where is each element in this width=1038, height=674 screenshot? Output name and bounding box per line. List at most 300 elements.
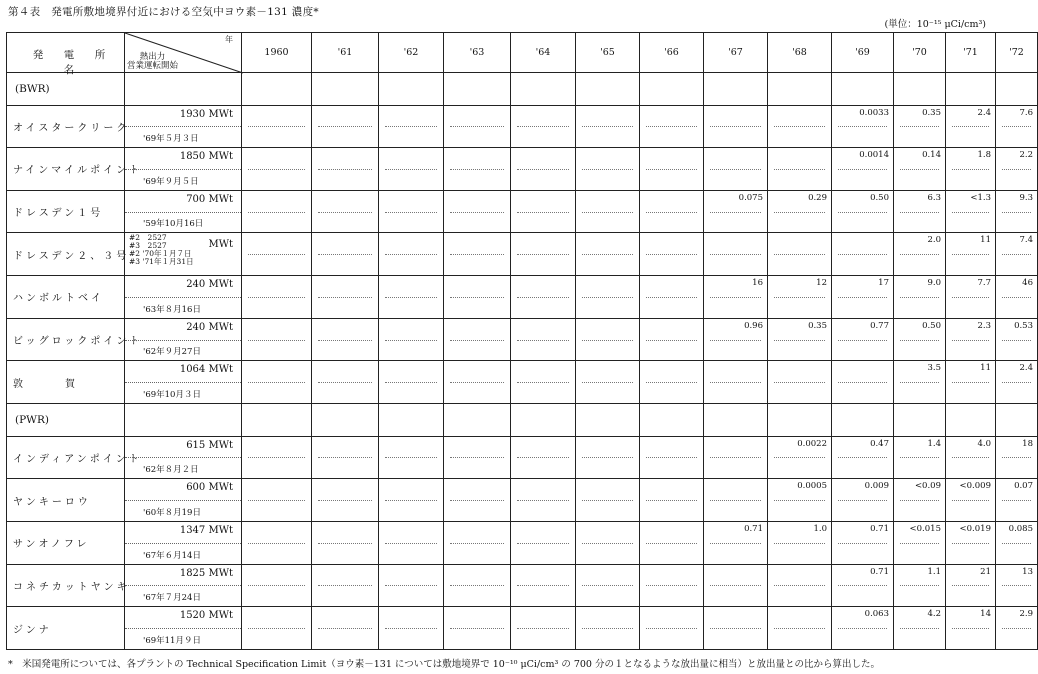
dotted-rule: [385, 212, 437, 213]
value-cell: [640, 276, 704, 319]
concentration-value: 0.063: [864, 609, 889, 620]
dotted-rule: [385, 457, 437, 458]
value-cell: [946, 521, 996, 564]
dotted-rule: [450, 126, 504, 127]
concentration-value: <0.09: [914, 481, 941, 492]
concentration-value: 14: [980, 609, 991, 620]
empty-cell: [704, 404, 768, 437]
dotted-rule: [900, 382, 939, 383]
dotted-rule: [1002, 543, 1031, 544]
dotted-rule: [450, 169, 504, 170]
value-cell: [704, 318, 768, 361]
dotted-rule: [582, 585, 633, 586]
concentration-value: 0.0014: [859, 150, 889, 161]
dotted-rule: [838, 212, 887, 213]
plant-output: [125, 479, 242, 522]
value-cell: [894, 564, 946, 607]
value-cell: [946, 148, 996, 191]
concentration-value: 7.4: [1019, 235, 1033, 246]
dotted-rule: [838, 543, 887, 544]
dotted-rule: [1002, 382, 1031, 383]
value-cell: [832, 276, 894, 319]
value-cell: [640, 233, 704, 276]
dotted-rule: [582, 457, 633, 458]
dotted-rule: [517, 126, 569, 127]
output-value: 700 MWt: [186, 193, 233, 205]
output-label-text: 熱出力: [139, 52, 166, 62]
value-cell: [704, 233, 768, 276]
dotted-rule: [1002, 457, 1031, 458]
value-cell: [704, 521, 768, 564]
start-label-text: 営業運転開始: [127, 61, 179, 71]
plant-output: [125, 148, 242, 191]
concentration-value: 13: [1022, 566, 1033, 577]
dotted-rule: [582, 543, 633, 544]
header-output-year: [125, 33, 242, 73]
value-cell: [444, 521, 511, 564]
multi-line: #3 2527: [129, 241, 167, 251]
value-cell: [511, 436, 576, 479]
dotted-rule: [248, 382, 305, 383]
concentration-value: 1.4: [927, 438, 941, 449]
output-value: 600 MWt: [186, 482, 233, 494]
output-value: 1850 MWt: [179, 151, 233, 163]
output-value: 1520 MWt: [179, 610, 233, 622]
start-date: '69年10月３日: [143, 390, 201, 401]
value-cell: [894, 190, 946, 233]
plant-row: [7, 607, 1038, 650]
dotted-rule: [900, 500, 939, 501]
output-value: 615 MWt: [186, 439, 233, 451]
dotted-rule: [517, 169, 569, 170]
year-header: '61: [312, 33, 379, 73]
header-name-label: 発 電 所 名: [32, 49, 126, 76]
value-cell: [444, 479, 511, 522]
plant-output: [125, 361, 242, 404]
dotted-rule: [385, 500, 437, 501]
empty-cell: [946, 404, 996, 437]
value-cell: [768, 607, 832, 650]
plant-name: サンオノフレ: [7, 521, 125, 564]
value-cell: [640, 521, 704, 564]
dotted-divider: [125, 543, 241, 544]
concentration-value: 0.50: [870, 192, 889, 203]
dotted-rule: [774, 212, 825, 213]
value-cell: [996, 190, 1038, 233]
value-cell: [312, 436, 379, 479]
value-cell: [704, 479, 768, 522]
year-header: '71: [946, 33, 996, 73]
value-cell: [946, 607, 996, 650]
dotted-rule: [248, 254, 305, 255]
dotted-rule: [952, 297, 989, 298]
concentration-value: 1.0: [813, 523, 827, 534]
dotted-rule: [838, 585, 887, 586]
dotted-rule: [900, 340, 939, 341]
plant-output: [125, 190, 242, 233]
value-cell: [576, 521, 640, 564]
dotted-rule: [646, 212, 697, 213]
value-cell: [511, 607, 576, 650]
plant-name: オイスタークリーク: [7, 105, 125, 148]
value-cell: [242, 105, 312, 148]
concentration-value: 1.1: [927, 566, 941, 577]
dotted-rule: [710, 500, 761, 501]
dotted-rule: [248, 297, 305, 298]
start-date: '59年10月16日: [143, 219, 204, 230]
year-header: '65: [576, 33, 640, 73]
empty-cell: [946, 73, 996, 106]
output-unit: MWt: [208, 239, 233, 251]
value-cell: [894, 479, 946, 522]
dotted-rule: [1002, 212, 1031, 213]
dotted-rule: [450, 628, 504, 629]
dotted-rule: [248, 169, 305, 170]
value-cell: [511, 276, 576, 319]
dotted-divider: [125, 297, 241, 298]
year-header: '67: [704, 33, 768, 73]
dotted-rule: [710, 457, 761, 458]
empty-cell: [768, 404, 832, 437]
value-cell: [894, 318, 946, 361]
dotted-rule: [248, 543, 305, 544]
dotted-rule: [248, 126, 305, 127]
value-cell: [444, 233, 511, 276]
value-cell: [242, 318, 312, 361]
dotted-rule: [710, 297, 761, 298]
value-cell: [768, 190, 832, 233]
dotted-rule: [517, 212, 569, 213]
year-header: '66: [640, 33, 704, 73]
value-cell: [511, 105, 576, 148]
concentration-value: 2.3: [977, 320, 991, 331]
dotted-rule: [710, 212, 761, 213]
value-cell: [768, 276, 832, 319]
empty-cell: [125, 73, 242, 106]
dotted-rule: [900, 297, 939, 298]
value-cell: [379, 436, 444, 479]
plant-name: ドレスデン１号: [7, 190, 125, 233]
dotted-rule: [900, 543, 939, 544]
empty-cell: [894, 404, 946, 437]
dotted-divider: [125, 212, 241, 213]
output-value: 1825 MWt: [179, 567, 233, 579]
dotted-rule: [838, 382, 887, 383]
value-cell: [640, 318, 704, 361]
plant-output: [125, 318, 242, 361]
dotted-rule: [318, 500, 372, 501]
dotted-rule: [582, 297, 633, 298]
dotted-rule: [517, 457, 569, 458]
concentration-value: 2.4: [1019, 363, 1033, 374]
dotted-rule: [774, 585, 825, 586]
value-cell: [379, 318, 444, 361]
value-cell: [640, 564, 704, 607]
value-cell: [832, 564, 894, 607]
value-cell: [576, 436, 640, 479]
output-value: 1064 MWt: [179, 364, 233, 376]
concentration-value: 16: [752, 278, 763, 289]
value-cell: [640, 190, 704, 233]
value-cell: [768, 436, 832, 479]
value-cell: [946, 233, 996, 276]
dotted-rule: [318, 254, 372, 255]
value-cell: [640, 361, 704, 404]
value-cell: [511, 148, 576, 191]
concentration-value: 2.0: [927, 235, 941, 246]
empty-cell: [511, 404, 576, 437]
value-cell: [379, 105, 444, 148]
dotted-rule: [646, 297, 697, 298]
dotted-rule: [517, 382, 569, 383]
value-cell: [379, 148, 444, 191]
empty-cell: [996, 404, 1038, 437]
plant-row: [7, 479, 1038, 522]
concentration-value: 4.0: [977, 438, 991, 449]
value-cell: [312, 361, 379, 404]
value-cell: [996, 233, 1038, 276]
dotted-rule: [517, 543, 569, 544]
multi-line: #3 '71年１月31日: [129, 257, 194, 267]
start-date: '69年11月９日: [143, 636, 201, 646]
value-cell: [894, 105, 946, 148]
dotted-divider: [125, 382, 241, 383]
value-cell: [511, 564, 576, 607]
value-cell: [832, 479, 894, 522]
concentration-value: 0.71: [744, 523, 763, 534]
dotted-rule: [710, 543, 761, 544]
year-header: '62: [379, 33, 444, 73]
value-cell: [576, 276, 640, 319]
dotted-rule: [318, 340, 372, 341]
dotted-rule: [838, 340, 887, 341]
plant-row: [7, 233, 1038, 276]
dotted-rule: [774, 126, 825, 127]
concentration-value: 0.53: [1014, 320, 1033, 331]
dotted-rule: [646, 543, 697, 544]
dotted-rule: [318, 457, 372, 458]
start-date: '60年８月19日: [143, 507, 201, 518]
dotted-rule: [900, 457, 939, 458]
value-cell: [894, 148, 946, 191]
section-label: (PWR): [7, 404, 125, 437]
value-cell: [444, 148, 511, 191]
concentration-value: 46: [1022, 278, 1033, 289]
dotted-rule: [952, 126, 989, 127]
value-cell: [768, 564, 832, 607]
dotted-rule: [450, 457, 504, 458]
empty-cell: [894, 73, 946, 106]
value-cell: [704, 105, 768, 148]
year-header: 1960: [242, 33, 312, 73]
dotted-rule: [318, 126, 372, 127]
header-row: [7, 33, 1038, 73]
value-cell: [946, 564, 996, 607]
dotted-rule: [646, 254, 697, 255]
value-cell: [996, 276, 1038, 319]
concentration-value: 0.07: [1014, 481, 1033, 492]
concentration-value: <0.015: [909, 523, 941, 534]
dotted-rule: [646, 628, 697, 629]
value-cell: [704, 276, 768, 319]
start-date: '69年５月３日: [143, 134, 199, 145]
plant-name: ヤンキーロウ: [7, 479, 125, 522]
concentration-value: <0.019: [959, 523, 991, 534]
dotted-rule: [385, 628, 437, 629]
value-cell: [312, 233, 379, 276]
dotted-rule: [774, 382, 825, 383]
value-cell: [576, 607, 640, 650]
dotted-rule: [774, 457, 825, 458]
plant-row: [7, 276, 1038, 319]
dotted-divider: [125, 628, 241, 629]
dotted-rule: [646, 126, 697, 127]
dotted-rule: [1002, 254, 1031, 255]
empty-cell: [704, 73, 768, 106]
plant-row: [7, 190, 1038, 233]
dotted-rule: [900, 628, 939, 629]
empty-cell: [640, 73, 704, 106]
value-cell: [768, 318, 832, 361]
dotted-rule: [710, 254, 761, 255]
dotted-rule: [710, 382, 761, 383]
value-cell: [511, 521, 576, 564]
dotted-rule: [774, 500, 825, 501]
value-cell: [576, 233, 640, 276]
value-cell: [242, 521, 312, 564]
value-cell: [242, 361, 312, 404]
output-value: 1930 MWt: [179, 108, 233, 120]
empty-cell: [312, 404, 379, 437]
value-cell: [444, 276, 511, 319]
value-cell: [946, 361, 996, 404]
value-cell: [511, 318, 576, 361]
concentration-value: 0.009: [864, 481, 889, 492]
dotted-rule: [248, 500, 305, 501]
value-cell: [768, 233, 832, 276]
dotted-rule: [318, 382, 372, 383]
value-cell: [242, 607, 312, 650]
dotted-rule: [952, 382, 989, 383]
value-cell: [242, 436, 312, 479]
value-cell: [511, 190, 576, 233]
value-cell: [996, 607, 1038, 650]
value-cell: [379, 361, 444, 404]
dotted-rule: [582, 500, 633, 501]
plant-row: [7, 105, 1038, 148]
empty-cell: [125, 404, 242, 437]
dotted-rule: [517, 340, 569, 341]
dotted-rule: [450, 212, 504, 213]
dotted-rule: [710, 169, 761, 170]
value-cell: [996, 436, 1038, 479]
dotted-rule: [450, 382, 504, 383]
value-cell: [996, 479, 1038, 522]
value-cell: [640, 148, 704, 191]
empty-cell: [379, 73, 444, 106]
value-cell: [511, 479, 576, 522]
value-cell: [576, 105, 640, 148]
value-cell: [576, 148, 640, 191]
dotted-rule: [450, 340, 504, 341]
concentration-value: 21: [980, 566, 991, 577]
header-plant-name: [7, 33, 126, 76]
start-date: '62年９月27日: [143, 347, 201, 358]
dotted-rule: [900, 585, 939, 586]
dotted-rule: [952, 628, 989, 629]
concentration-value: 0.0022: [797, 438, 827, 449]
table-caption: 第４表 発電所敷地境界付近における空気中ヨウ素－131 濃度*: [8, 6, 319, 18]
value-cell: [640, 479, 704, 522]
concentration-value: 2.4: [977, 107, 991, 118]
value-cell: [894, 521, 946, 564]
value-cell: [832, 190, 894, 233]
concentration-value: 0.075: [738, 192, 763, 203]
value-cell: [832, 105, 894, 148]
start-date: '62年８月２日: [143, 465, 199, 476]
dotted-rule: [774, 628, 825, 629]
concentration-value: 2.2: [1019, 150, 1033, 161]
dotted-rule: [646, 585, 697, 586]
dotted-rule: [646, 340, 697, 341]
value-cell: [894, 436, 946, 479]
value-cell: [444, 607, 511, 650]
dotted-rule: [952, 585, 989, 586]
empty-cell: [996, 73, 1038, 106]
unit-label: (単位：10⁻¹⁵ μCi/cm³): [884, 19, 986, 30]
dotted-rule: [952, 254, 989, 255]
dotted-rule: [1002, 340, 1031, 341]
concentration-value: <1.3: [970, 192, 991, 203]
concentration-value: 11: [980, 235, 991, 246]
multi-unit-info: [129, 234, 194, 266]
empty-cell: [768, 73, 832, 106]
dotted-rule: [385, 297, 437, 298]
year-header: '63: [444, 33, 511, 73]
concentration-value: 0.71: [870, 523, 889, 534]
value-cell: [996, 361, 1038, 404]
value-cell: [996, 148, 1038, 191]
value-cell: [444, 105, 511, 148]
value-cell: [946, 190, 996, 233]
output-value: 240 MWt: [186, 321, 233, 333]
value-cell: [242, 276, 312, 319]
dotted-rule: [248, 585, 305, 586]
empty-cell: [242, 73, 312, 106]
concentration-value: 6.3: [927, 192, 941, 203]
multi-line: #2 2527: [129, 233, 167, 243]
value-cell: [312, 190, 379, 233]
value-cell: [379, 276, 444, 319]
year-header: '72: [996, 33, 1038, 73]
value-cell: [242, 190, 312, 233]
dotted-rule: [952, 457, 989, 458]
value-cell: [242, 564, 312, 607]
dotted-rule: [900, 212, 939, 213]
plant-output: [125, 105, 242, 148]
plant-output: [125, 521, 242, 564]
section-label: (BWR): [7, 73, 125, 106]
table-body: [7, 73, 1038, 650]
value-cell: [704, 148, 768, 191]
dotted-rule: [318, 212, 372, 213]
dotted-rule: [900, 169, 939, 170]
dotted-rule: [248, 457, 305, 458]
year-header: '64: [511, 33, 576, 73]
concentration-value: <0.009: [959, 481, 991, 492]
concentration-value: 1.8: [977, 150, 991, 161]
value-cell: [576, 564, 640, 607]
